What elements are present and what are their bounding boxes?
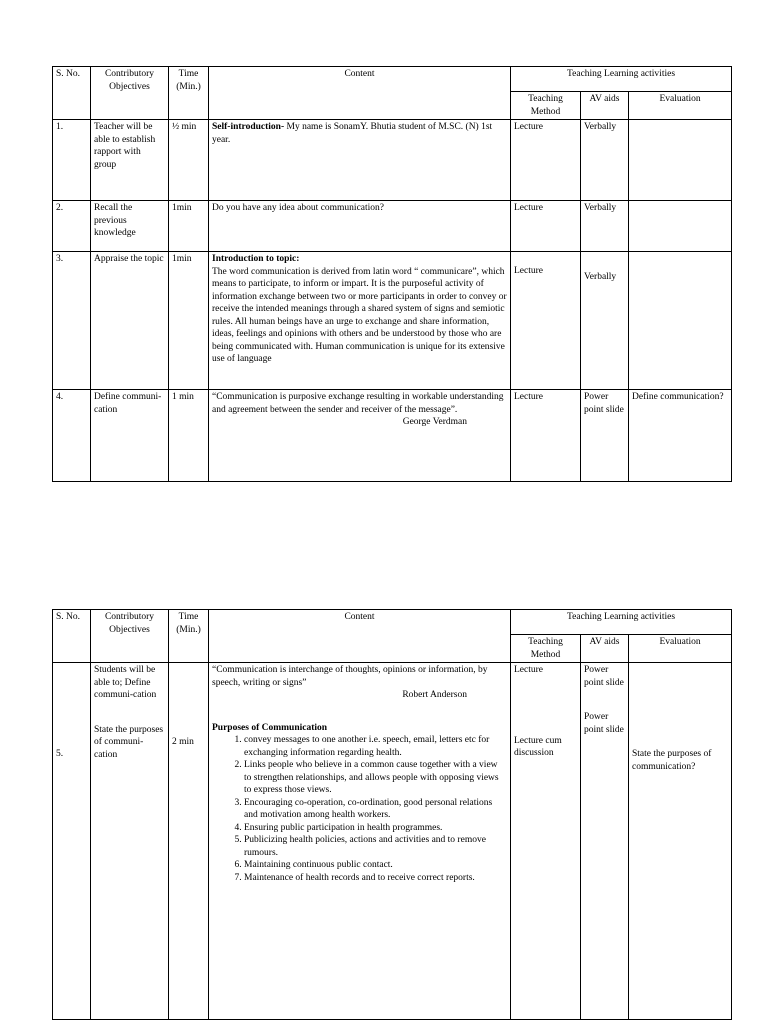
list-item: 4. Ensuring public participation in health programmes. [244, 822, 507, 835]
method-b: Lecture cum discussion [514, 735, 562, 758]
header-av: AV aids [581, 635, 629, 663]
content-quote: “Communication is interchange of thoughts, opinions or information, by speech, writing or signs” [212, 665, 488, 688]
purposes-list [212, 734, 507, 884]
row-content [209, 390, 511, 482]
row-objective: Teacher will be able to establish rapport with group [91, 120, 169, 201]
row-evaluation [629, 201, 732, 252]
header-row [53, 610, 732, 635]
header-evaluation: Evaluation [629, 92, 732, 120]
row-method [511, 252, 581, 390]
row-sno: 1. [53, 120, 91, 201]
header-time: Time (Min.) [169, 610, 209, 663]
list-item: 7. Maintenance of health records and to receive correct reports. [244, 872, 507, 885]
purposes-heading: Purposes of Communication [212, 722, 328, 733]
lesson-plan-table-1 [52, 66, 732, 482]
header-evaluation: Evaluation [629, 635, 732, 663]
method-a: Lecture [514, 665, 544, 675]
row-av [581, 663, 629, 1020]
row-evaluation: Define communication? [629, 390, 732, 482]
row-av: Verbally [581, 120, 629, 201]
row-av: Verbally [581, 201, 629, 252]
table-row [53, 120, 732, 201]
evaluation-text: State the purposes of communication? [632, 749, 712, 772]
row-av: Power point slide [581, 390, 629, 482]
row-time: 1 min [169, 390, 209, 482]
row-content: Do you have any idea about communication? [209, 201, 511, 252]
table-row [53, 201, 732, 252]
row-method: Lecture [511, 390, 581, 482]
lesson-plan-table-2 [52, 609, 732, 1020]
row-objective [91, 663, 169, 1020]
header-content: Content [209, 610, 511, 663]
row-evaluation [629, 663, 732, 1020]
content-text: “Communication is purposive exchange resulting in workable understanding and agreement between the sender and receiver of the message”. [212, 392, 504, 415]
av-a: Power point slide [584, 665, 624, 688]
list-item: 6. Maintaining continuous public contact. [244, 859, 507, 872]
row-content [209, 252, 511, 390]
row-method: Lecture [511, 120, 581, 201]
row-objective: Appraise the topic [91, 252, 169, 390]
row-objective: Define communi-cation [91, 390, 169, 482]
row-sno: 2. [53, 201, 91, 252]
time-text: 2 min [172, 737, 194, 747]
list-item: 3. Encouraging co-operation, co-ordination, good personal relations and motivation among health workers. [244, 797, 507, 822]
row-av [581, 252, 629, 390]
objective-b: State the purposes of communi-cation [94, 724, 164, 760]
header-tla: Teaching Learning activities [511, 610, 732, 635]
header-method: Teaching Method [511, 635, 581, 663]
header-objectives: Contributory Objectives [91, 67, 169, 120]
table-row [53, 390, 732, 482]
list-item: 5. Publicizing health policies, actions and activities and to remove rumours. [244, 834, 507, 859]
quote-author: Robert Anderson [402, 690, 467, 700]
header-sno: S. No. [53, 610, 91, 663]
row-sno [53, 663, 91, 1020]
list-item: 1. convey messages to one another i.e. speech, email, letters etc for exchanging information regarding health. [244, 734, 507, 759]
row-method: Lecture [511, 201, 581, 252]
header-sno: S. No. [53, 67, 91, 120]
content-heading: Introduction to topic: [212, 254, 300, 264]
quote-author: George Verdman [402, 417, 467, 427]
header-content: Content [209, 67, 511, 120]
table-row [53, 663, 732, 1020]
row-time: 1min [169, 201, 209, 252]
content-text: My name is SonamY. Bhutia student of M.SC. (N) 1st year. [212, 122, 493, 145]
row-evaluation [629, 120, 732, 201]
header-row [53, 67, 732, 92]
row-sno: 4. [53, 390, 91, 482]
sno-text: 5. [56, 749, 64, 759]
row-method [511, 663, 581, 1020]
objective-a: Students will be able to; Define communi-cation [94, 665, 157, 700]
av-text: Verbally [584, 272, 617, 282]
content-heading: Self-introduction- [212, 122, 285, 132]
header-tla: Teaching Learning activities [511, 67, 732, 92]
list-item: 2. Links people who believe in a common cause together with a view to strengthen relationships, and allows people with opposing views to express those views. [244, 759, 507, 797]
table-row [53, 252, 732, 390]
method-text: Lecture [514, 266, 544, 276]
row-time: 1min [169, 252, 209, 390]
header-method: Teaching Method [511, 92, 581, 120]
row-content [209, 120, 511, 201]
row-evaluation [629, 252, 732, 390]
av-b: Power point slide [584, 712, 624, 735]
row-content [209, 663, 511, 1020]
row-objective: Recall the previous knowledge [91, 201, 169, 252]
row-time: ½ min [169, 120, 209, 201]
header-av: AV aids [581, 92, 629, 120]
content-text: The word communication is derived from latin word “ communicare”, which means to participate, to inform or impart. It is the purposeful activity of information exchange between two or more participants in order to convey or receive the intended meanings through a shared system of signs and semiotic rules. All human beings have an urge to exchange and share information, ideas, feelings and opinions with others and be understood by those who are being communicated with. Human communication is unique for its extensive use of language [212, 266, 507, 364]
header-time: Time (Min.) [169, 67, 209, 120]
header-objectives: Contributory Objectives [91, 610, 169, 663]
row-sno: 3. [53, 252, 91, 390]
row-time [169, 663, 209, 1020]
